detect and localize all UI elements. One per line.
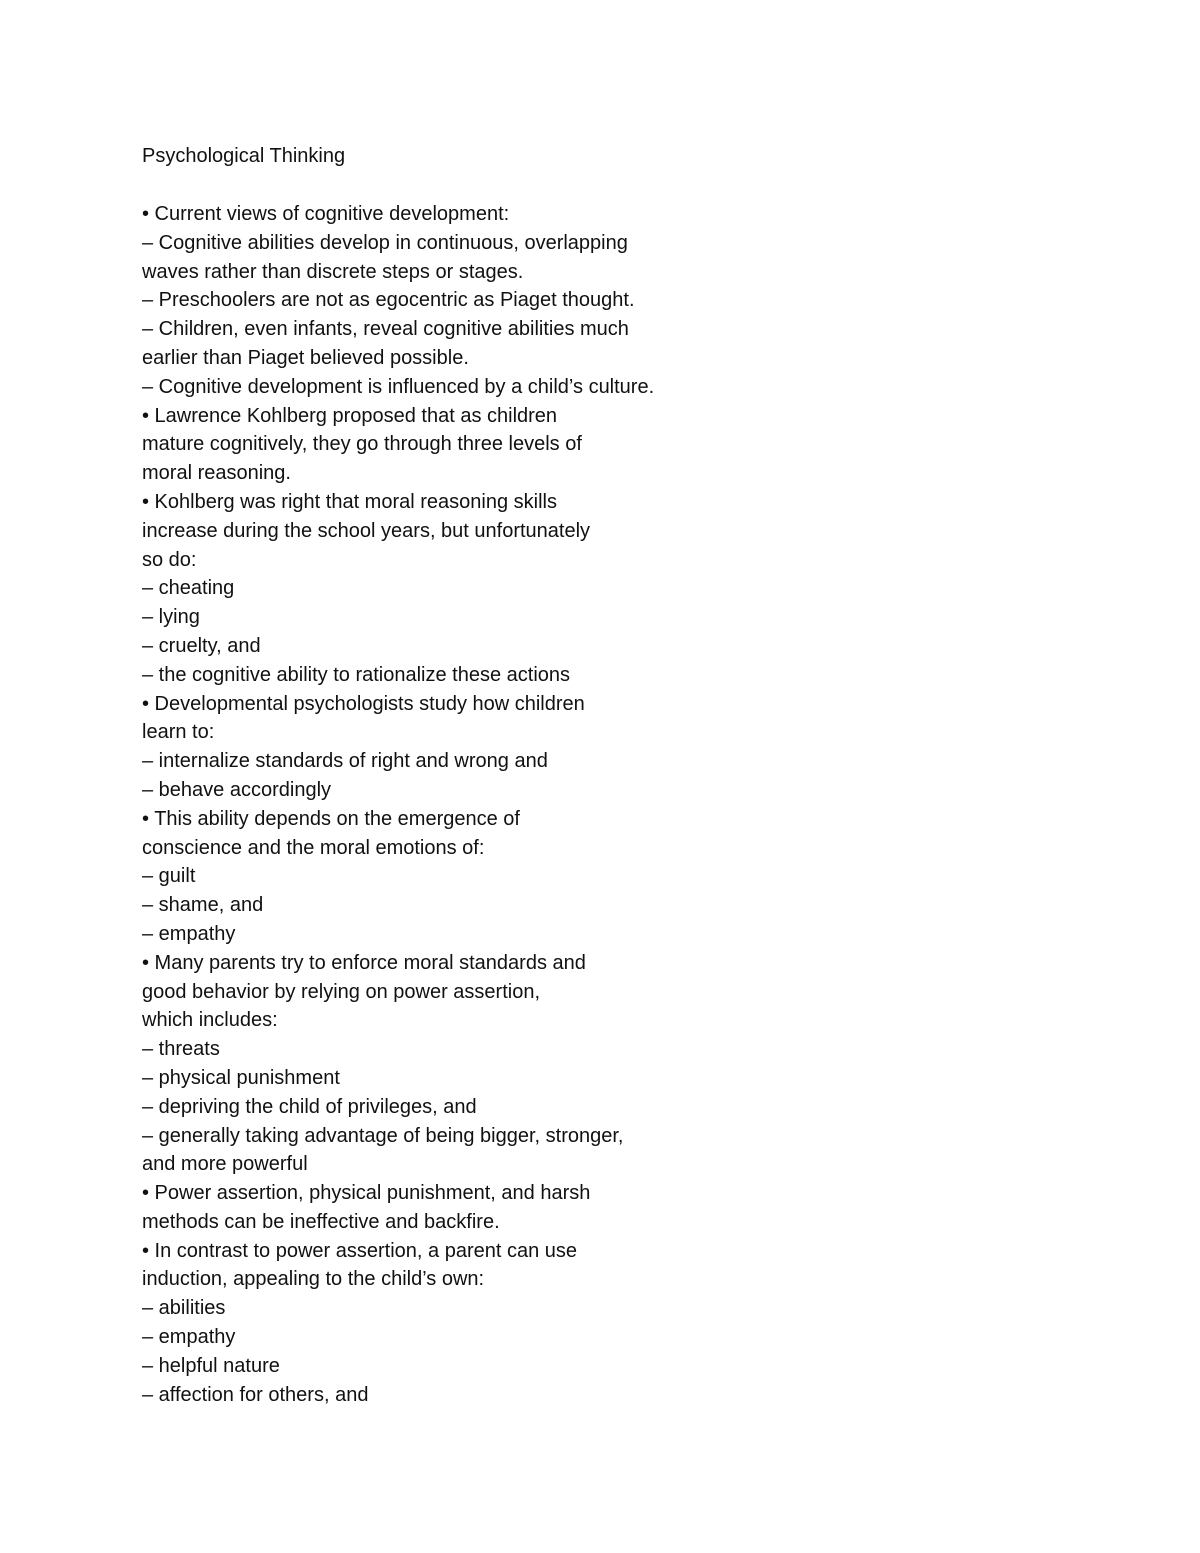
sub-bullet-line: – depriving the child of privileges, and [142, 1095, 477, 1118]
continuation-line: good behavior by relying on power assertion, [142, 980, 541, 1003]
bullet-line: • In contrast to power assertion, a parent can use [142, 1239, 578, 1262]
bullet-line: • Current views of cognitive development: [142, 203, 510, 225]
continuation-line: learn to: [142, 721, 215, 744]
sub-bullet-line: – internalize standards of right and wrong and [142, 750, 548, 773]
sub-bullet-line: – cruelty, and [142, 634, 261, 657]
sub-bullet-line: – Cognitive development is influenced by a child’s culture. [142, 375, 655, 398]
continuation-line: increase during the school years, but unfortunately [142, 519, 591, 542]
bullet-line: • Power assertion, physical punishment, and harsh [142, 1182, 591, 1205]
sub-bullet-line: – empathy [142, 1326, 236, 1349]
sub-bullet-line: – threats [142, 1038, 220, 1061]
sub-bullet-line: – behave accordingly [142, 778, 332, 801]
bullet-line: • This ability depends on the emergence of [142, 807, 520, 830]
sub-bullet-line: – the cognitive ability to rationalize these actions [142, 663, 571, 686]
continuation-line: mature cognitively, they go through three levels of [142, 433, 582, 456]
continuation-line: conscience and the moral emotions of: [142, 836, 485, 859]
continuation-line: which includes: [142, 1009, 278, 1032]
sub-bullet-line: – Cognitive abilities develop in continuous, overlapping [142, 231, 628, 254]
bullet-line: • Many parents try to enforce moral standards and [142, 951, 586, 974]
bullet-line: • Lawrence Kohlberg proposed that as children [142, 404, 558, 427]
sub-bullet-line: – Preschoolers are not as egocentric as Piaget thought. [142, 289, 635, 312]
continuation-line: waves rather than discrete steps or stages. [142, 260, 524, 283]
sub-bullet-line: – guilt [142, 865, 196, 888]
continuation-line: and more powerful [142, 1153, 308, 1176]
sub-bullet-line: – empathy [142, 922, 236, 945]
bullet-line: • Developmental psychologists study how children [142, 692, 585, 715]
continuation-line: induction, appealing to the child’s own: [142, 1268, 485, 1291]
sub-bullet-line: – shame, and [142, 894, 264, 917]
continuation-line: earlier than Piaget believed possible. [142, 346, 469, 369]
document-body [142, 200, 1142, 1409]
sub-bullet-line: – abilities [142, 1297, 226, 1320]
continuation-line: moral reasoning. [142, 462, 291, 485]
sub-bullet-line: – Children, even infants, reveal cognitive abilities much [142, 318, 629, 341]
sub-bullet-line: – generally taking advantage of being bigger, stronger, [142, 1124, 624, 1147]
sub-bullet-line: – cheating [142, 577, 235, 600]
continuation-line: methods can be ineffective and backfire. [142, 1210, 500, 1233]
bullet-line: • Kohlberg was right that moral reasoning skills [142, 490, 557, 513]
sub-bullet-line: – physical punishment [142, 1066, 340, 1089]
sub-bullet-line: – affection for others, and [142, 1383, 369, 1406]
document-title: Psychological Thinking [142, 145, 346, 167]
sub-bullet-line: – lying [142, 606, 200, 629]
sub-bullet-line: – helpful nature [142, 1354, 280, 1377]
continuation-line: so do: [142, 548, 197, 571]
